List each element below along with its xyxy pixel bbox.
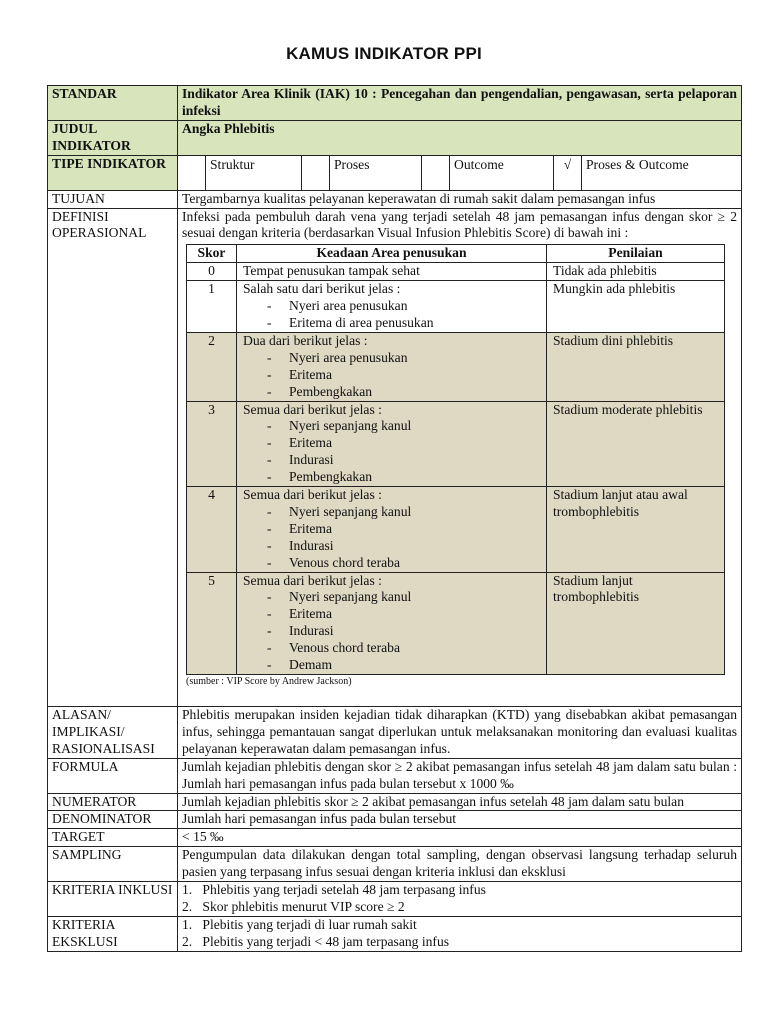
row-tipe: [48, 155, 742, 190]
row-target: [48, 829, 742, 847]
inklusi-item: 2. Skor phlebitis menurut VIP score ≥ 2: [182, 898, 405, 914]
value-target: < 15 ‰: [178, 829, 742, 847]
vip-criteria-item: - Eritema: [243, 521, 540, 538]
value-judul: Angka Phlebitis: [178, 120, 742, 155]
vip-criteria-item: - Pembengkakan: [243, 469, 540, 486]
vip-criteria-item: - Venous chord teraba: [243, 555, 540, 572]
label-alasan: ALASAN/ IMPLIKASI/ RASIONALISASI: [48, 707, 178, 759]
vip-skor: 3: [187, 401, 237, 487]
row-standar: [48, 86, 742, 121]
vip-row: [187, 401, 725, 487]
label-standar: STANDAR: [48, 86, 178, 121]
row-definisi: [48, 208, 742, 706]
option-proses: Proses: [330, 156, 422, 190]
vip-criteria-item: - Nyeri area penusukan: [243, 350, 540, 367]
vip-row: [187, 332, 725, 401]
vip-keadaan-lead: Semua dari berikut jelas :: [243, 572, 382, 588]
vip-row: [187, 487, 725, 573]
checkbox-proses-outcome: √: [554, 156, 582, 190]
vip-criteria-item: - Demam: [243, 657, 540, 674]
option-outcome: Outcome: [450, 156, 554, 190]
label-tujuan: TUJUAN: [48, 190, 178, 208]
vip-skor: 2: [187, 332, 237, 401]
vip-criteria-list: [243, 350, 540, 401]
label-inklusi: KRITERIA INKLUSI: [48, 882, 178, 917]
row-inklusi: [48, 882, 742, 917]
row-alasan: [48, 707, 742, 759]
value-sampling: Pengumpulan data dilakukan dengan total sampling, dengan observasi langsung terhadap seluruh pasien yang terpasang infus sesuai dengan kriteria inklusi dan eksklusi: [178, 847, 742, 882]
row-sampling: [48, 847, 742, 882]
value-tujuan: Tergambarnya kualitas pelayanan keperawatan di rumah sakit dalam pemasangan infus: [178, 190, 742, 208]
label-definisi: DEFINISI OPERASIONAL: [48, 208, 178, 706]
checkbox-outcome: [422, 156, 450, 190]
value-denominator: Jumlah hari pemasangan infus pada bulan tersebut: [178, 811, 742, 829]
vip-criteria-item: - Nyeri sepanjang kanul: [243, 418, 540, 435]
row-numerator: [48, 793, 742, 811]
vip-skor: 0: [187, 263, 237, 281]
vip-criteria-list: [243, 589, 540, 674]
vip-criteria-item: - Nyeri sepanjang kanul: [243, 589, 540, 606]
vip-criteria-item: - Indurasi: [243, 538, 540, 555]
option-struktur: Struktur: [206, 156, 302, 190]
vip-penilaian: Stadium lanjut trombophlebitis: [547, 572, 725, 674]
header-skor: Skor: [187, 245, 237, 263]
vip-keadaan: [237, 401, 547, 487]
vip-row: [187, 281, 725, 333]
vip-keadaan: [237, 263, 547, 281]
vip-penilaian: Mungkin ada phlebitis: [547, 281, 725, 333]
label-formula: FORMULA: [48, 758, 178, 793]
header-keadaan: Keadaan Area penusukan: [237, 245, 547, 263]
source-note: (sumber : VIP Score by Andrew Jackson): [186, 676, 352, 687]
vip-row: [187, 263, 725, 281]
header-penilaian: Penilaian: [547, 245, 725, 263]
vip-header-row: [187, 245, 725, 263]
vip-criteria-item: - Pembengkakan: [243, 384, 540, 401]
vip-criteria-item: - Indurasi: [243, 452, 540, 469]
vip-criteria-item: - Nyeri area penusukan: [243, 298, 540, 315]
vip-keadaan: [237, 281, 547, 333]
vip-criteria-list: [243, 504, 540, 572]
label-sampling: SAMPLING: [48, 847, 178, 882]
vip-keadaan-lead: Semua dari berikut jelas :: [243, 487, 382, 503]
value-alasan: Phlebitis merupakan insiden kejadian tidak diharapkan (KTD) yang disebabkan akibat pemasangan infus, sehingga pemantauan sangat diperlukan untuk melaksanakan monitoring dan evaluasi kualitas pelayanan keperawatan dalam pemasangan infus.: [178, 707, 742, 759]
vip-row: [187, 572, 725, 674]
vip-criteria-item: - Nyeri sepanjang kanul: [243, 504, 540, 521]
vip-keadaan: [237, 332, 547, 401]
inklusi-item: 1. Phlebitis yang terjadi setelah 48 jam terpasang infus: [182, 882, 486, 898]
vip-keadaan-lead: Dua dari berikut jelas :: [243, 332, 368, 348]
eksklusi-item: 1. Plebitis yang terjadi di luar rumah sakit: [182, 916, 417, 932]
value-formula: Jumlah kejadian phlebitis dengan skor ≥ 2 akibat pemasangan infus setelah 48 jam dalam satu bulan : Jumlah hari pemasangan infus pada bulan tersebut x 1000 ‰: [178, 758, 742, 793]
vip-skor: 5: [187, 572, 237, 674]
row-tujuan: [48, 190, 742, 208]
value-numerator: Jumlah kejadian phlebitis skor ≥ 2 akibat pemasangan infus setelah 48 jam dalam satu bulan: [178, 793, 742, 811]
vip-criteria-list: [243, 298, 540, 332]
vip-criteria-item: - Venous chord teraba: [243, 640, 540, 657]
page-title: KAMUS INDIKATOR PPI: [286, 44, 482, 63]
label-judul: JUDUL INDIKATOR: [48, 120, 178, 155]
eksklusi-item: 2. Plebitis yang terjadi < 48 jam terpasang infus: [182, 933, 450, 949]
checkbox-proses: [302, 156, 330, 190]
vip-penilaian: Stadium moderate phlebitis: [547, 401, 725, 487]
vip-criteria-item: - Indurasi: [243, 623, 540, 640]
vip-penilaian: Stadium lanjut atau awal trombophlebitis: [547, 487, 725, 573]
row-eksklusi: [48, 916, 742, 951]
option-proses-outcome: Proses & Outcome: [586, 156, 689, 172]
tipe-options: [178, 155, 742, 190]
label-target: TARGET: [48, 829, 178, 847]
indicator-table: [47, 85, 742, 952]
vip-keadaan-lead: Tempat penusukan tampak sehat: [243, 263, 420, 279]
vip-keadaan: [237, 572, 547, 674]
vip-keadaan-lead: Salah satu dari berikut jelas :: [243, 281, 401, 297]
label-numerator: NUMERATOR: [48, 793, 178, 811]
vip-penilaian: Tidak ada phlebitis: [547, 263, 725, 281]
label-eksklusi: KRITERIA EKSKLUSI: [48, 916, 178, 951]
vip-penilaian: Stadium dini phlebitis: [547, 332, 725, 401]
vip-criteria-item: - Eritema: [243, 435, 540, 452]
value-definisi: Infeksi pada pembuluh darah vena yang terjadi setelah 48 jam pemasangan infus dengan skor ≥ 2 sesuai dengan kriteria (berdasarkan Visual Infusion Phlebitis Score) di bawah ini :: [182, 208, 737, 241]
vip-score-table: [186, 244, 725, 675]
definisi-cell: [178, 208, 742, 706]
checkbox-struktur: [178, 156, 206, 190]
value-inklusi: [178, 882, 742, 917]
value-standar: Indikator Area Klinik (IAK) 10 : Pencegahan dan pengendalian, pengawasan, serta pelaporan infeksi: [178, 86, 742, 121]
value-eksklusi: [178, 916, 742, 951]
vip-criteria-item: - Eritema: [243, 606, 540, 623]
label-tipe: TIPE INDIKATOR: [48, 155, 178, 190]
vip-keadaan: [237, 487, 547, 573]
row-denominator: [48, 811, 742, 829]
label-denominator: DENOMINATOR: [48, 811, 178, 829]
row-judul: [48, 120, 742, 155]
vip-skor: 4: [187, 487, 237, 573]
vip-criteria-list: [243, 418, 540, 486]
vip-criteria-item: - Eritema: [243, 367, 540, 384]
vip-skor: 1: [187, 281, 237, 333]
vip-keadaan-lead: Semua dari berikut jelas :: [243, 401, 382, 417]
vip-criteria-item: - Eritema di area penusukan: [243, 315, 540, 332]
row-formula: [48, 758, 742, 793]
